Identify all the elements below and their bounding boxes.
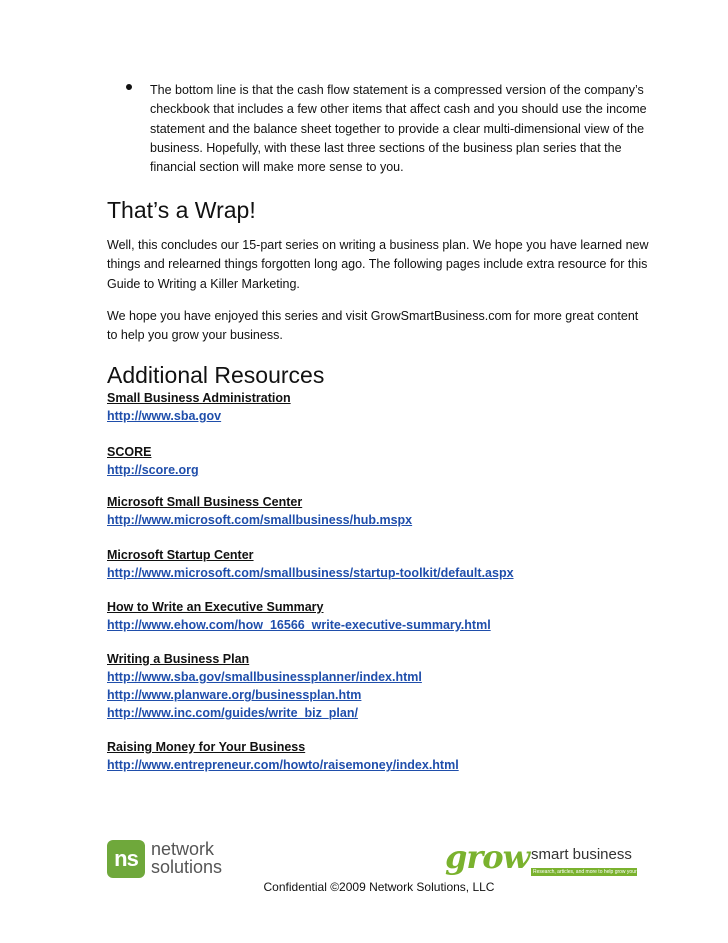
wrap-heading: That’s a Wrap!: [107, 197, 256, 223]
bullet-paragraph: The bottom line is that the cash flow statement is a compressed version of the company’s checkbook that includes a few other items that affect cash and you should use the income statement and the balance sheet together to provide a clear multi-dimensional view of the business. Hopefully, with these last three sections of the business plan series that the financial section will make more sense to you.: [150, 83, 647, 175]
resource-link[interactable]: http://www.ehow.com/how_16566_write-executive-summary.html: [107, 618, 491, 632]
resource-title: Microsoft Startup Center: [107, 548, 254, 562]
resource-link[interactable]: http://www.sba.gov/smallbusinessplanner/index.html: [107, 670, 422, 684]
ns-logo-text: [151, 840, 222, 876]
bullet-dot: [126, 84, 132, 90]
resource-score: [107, 443, 199, 479]
resource-link[interactable]: http://www.planware.org/businessplan.htm: [107, 688, 362, 702]
resources-heading: Additional Resources: [107, 362, 325, 388]
ns-mark-icon: ns: [107, 840, 145, 878]
resource-link[interactable]: http://score.org: [107, 463, 199, 477]
resource-title: Writing a Business Plan: [107, 652, 250, 666]
resource-sba: [107, 389, 291, 425]
resource-link[interactable]: http://www.microsoft.com/smallbusiness/hub.mspx: [107, 513, 413, 527]
grow-smart-business-logo: [445, 838, 673, 880]
resource-raising-money: [107, 738, 459, 774]
resource-title: SCORE: [107, 445, 152, 459]
page-footer: Confidential ©2009 Network Solutions, LLC: [263, 880, 495, 894]
resource-link[interactable]: http://www.sba.gov: [107, 409, 222, 423]
grow-word: grow: [445, 838, 530, 876]
resource-title: Small Business Administration: [107, 391, 291, 405]
resource-link[interactable]: http://www.inc.com/guides/write_biz_plan/: [107, 706, 358, 720]
wrap-paragraph-1: Well, this concludes our 15-part series on writing a business plan. We hope you have learned new things and relearned things forgotten long ago. The following pages include extra resource for this Guide to Writing a Killer Marketing.: [107, 238, 649, 291]
resource-title: Microsoft Small Business Center: [107, 495, 303, 509]
resource-link[interactable]: http://www.entrepreneur.com/howto/raisemoney/index.html: [107, 758, 459, 772]
resource-title: How to Write an Executive Summary: [107, 600, 324, 614]
resource-business-plan: [107, 650, 422, 722]
network-solutions-logo: [107, 838, 242, 882]
wrap-paragraph-2: We hope you have enjoyed this series and visit GrowSmartBusiness.com for more great content to help you grow your business.: [107, 309, 639, 343]
resource-link[interactable]: http://www.microsoft.com/smallbusiness/startup-toolkit/default.aspx: [107, 566, 514, 580]
grow-tagline: Research, articles, and more to help grow your small business.: [533, 869, 673, 875]
grow-subtitle: smart business: [531, 846, 632, 863]
resource-ms-small-business: [107, 493, 412, 529]
resource-exec-summary: [107, 598, 491, 634]
resource-ms-startup: [107, 546, 514, 582]
ns-line2: solutions: [151, 857, 223, 877]
resource-title: Raising Money for Your Business: [107, 740, 306, 754]
ns-line1: network: [151, 839, 215, 859]
